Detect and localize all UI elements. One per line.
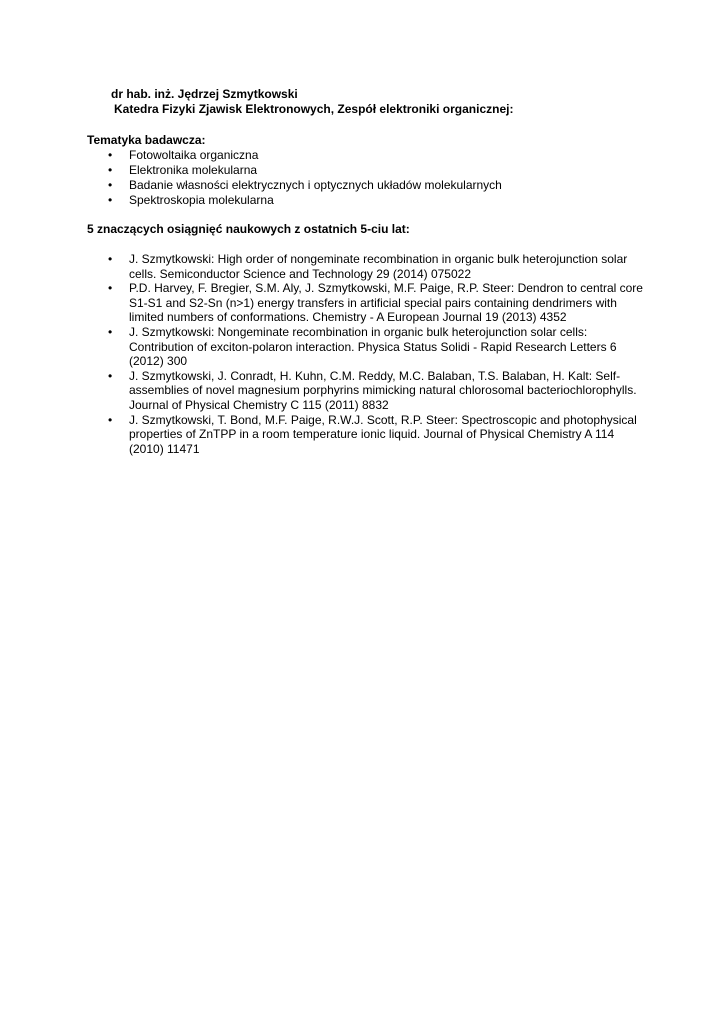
list-item bbox=[108, 148, 668, 163]
publication-text: J. Szmytkowski, J. Conradt, H. Kuhn, C.M. Reddy, M.C. Balaban, T.S. Balaban, H. Kalt: Self-assemblies of novel magnesium porphyrins mimicking natural chlorosomal bacteriochlorophylls. Journal of Physical Chemistry C 115 (2011) 8832 bbox=[129, 368, 637, 412]
bullet-icon: • bbox=[108, 368, 113, 383]
research-topics-heading: Tematyka badawcza: bbox=[87, 133, 206, 147]
author-name: dr hab. inż. Jędrzej Szmytkowski bbox=[111, 87, 298, 101]
topic-text: Elektronika molekularna bbox=[129, 163, 258, 177]
bullet-icon: • bbox=[108, 193, 113, 207]
bullet-icon: • bbox=[108, 148, 113, 162]
achievements-list bbox=[108, 252, 643, 456]
topic-text: Badanie własności elektrycznych i optycznych układów molekularnych bbox=[129, 178, 502, 192]
list-item bbox=[108, 178, 668, 193]
list-item bbox=[108, 325, 643, 369]
bullet-icon: • bbox=[108, 252, 113, 266]
list-item bbox=[108, 369, 643, 413]
list-item bbox=[108, 281, 643, 325]
bullet-icon: • bbox=[108, 163, 113, 177]
list-item bbox=[108, 413, 643, 457]
department-name: Katedra Fizyki Zjawisk Elektronowych, Zespół elektroniki organicznej: bbox=[114, 102, 514, 116]
list-item bbox=[108, 163, 668, 178]
publication-text: J. Szmytkowski: Nongeminate recombination in organic bulk heterojunction solar cells: Contribution of exciton-polaron interaction. Physica Status Solidi - Rapid Research Letters 6 (2012) 300 bbox=[129, 324, 617, 369]
bullet-icon: • bbox=[108, 281, 113, 296]
publication-text: J. Szmytkowski: High order of nongeminate recombination in organic bulk heterojunction solar cells. Semiconductor Science and Technology 29 (2014) 075022 bbox=[129, 252, 628, 281]
bullet-icon: • bbox=[108, 178, 113, 192]
bullet-icon: • bbox=[108, 412, 113, 427]
research-topics-list bbox=[108, 148, 668, 208]
list-item bbox=[108, 252, 643, 281]
publication-text: P.D. Harvey, F. Bregier, S.M. Aly, J. Szmytkowski, M.F. Paige, R.P. Steer: Dendron to central core S1-S1 and S2-Sn (n>1) energy transfers in artificial special pairs containing dendrimers with limited numbers of conformations. Chemistry - A European Journal 19 (2013) 4352 bbox=[129, 281, 643, 325]
topic-text: Fotowoltaika organiczna bbox=[129, 148, 259, 162]
list-item bbox=[108, 193, 668, 208]
publication-text: J. Szmytkowski, T. Bond, M.F. Paige, R.W.J. Scott, R.P. Steer: Spectroscopic and photophysical properties of ZnTPP in a room temperature ionic liquid. Journal of Physical Chemistry A 114 (2010) 11471 bbox=[129, 412, 637, 456]
achievements-heading: 5 znaczących osiągnięć naukowych z ostatnich 5-ciu lat: bbox=[87, 222, 410, 236]
topic-text: Spektroskopia molekularna bbox=[129, 193, 274, 207]
bullet-icon: • bbox=[108, 324, 113, 339]
